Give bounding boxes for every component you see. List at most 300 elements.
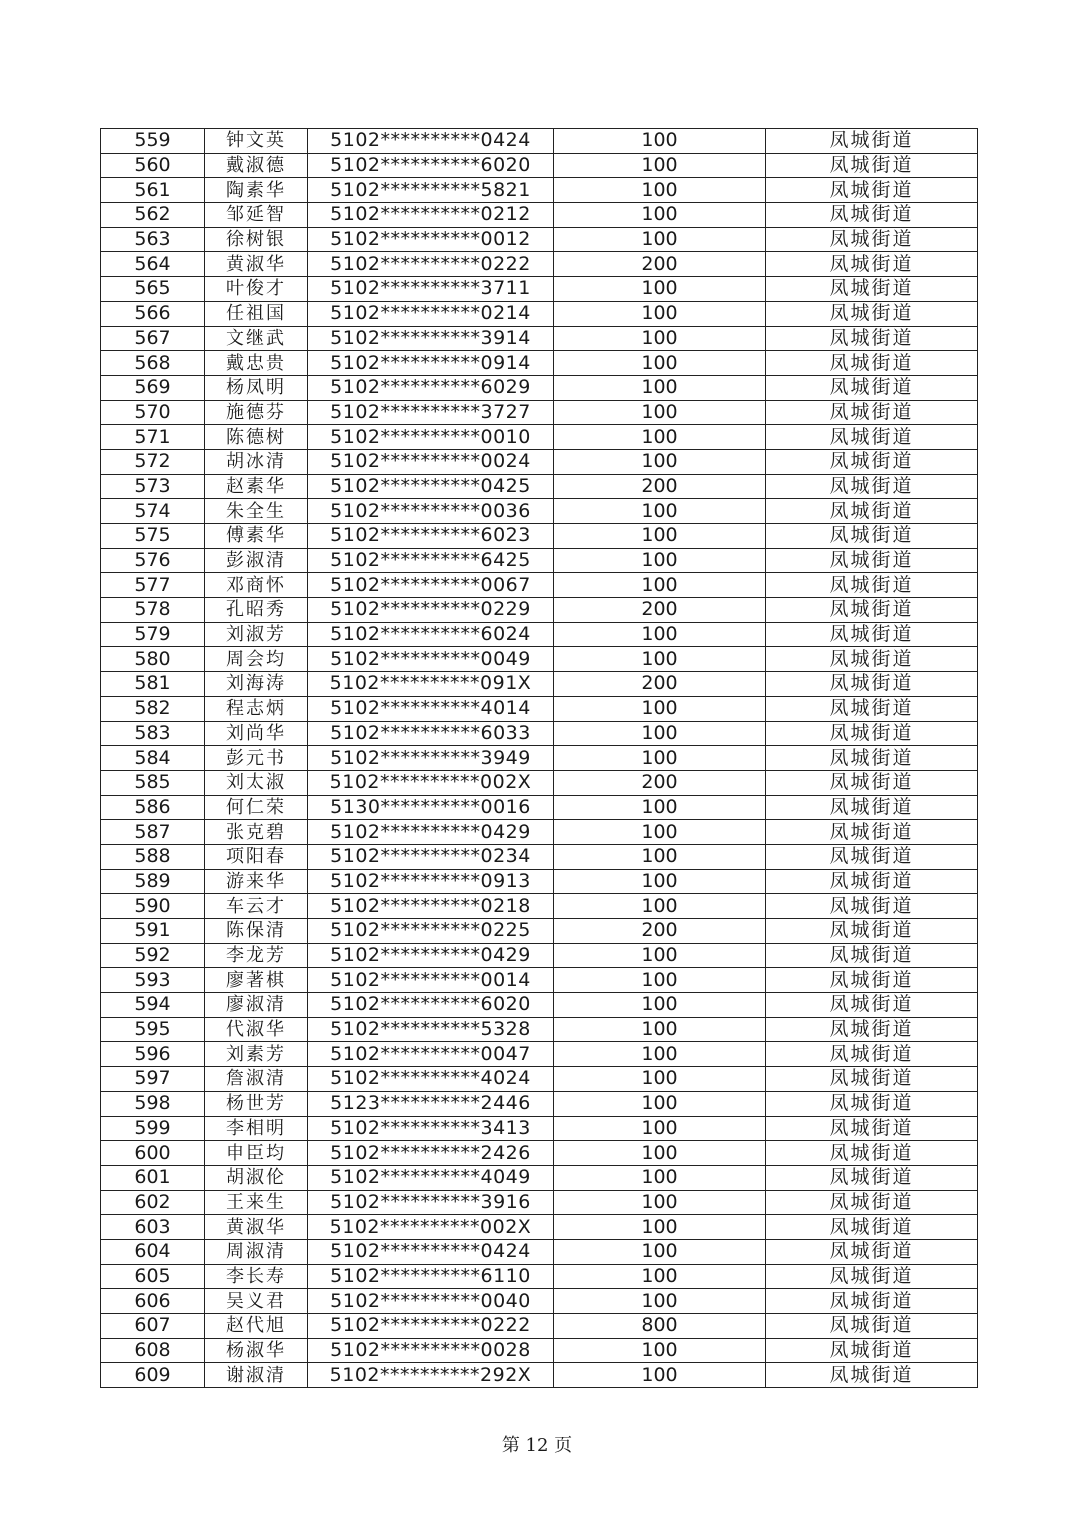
cell-name: 黄淑华 [205,252,308,277]
cell-name: 詹淑清 [205,1067,308,1092]
cell-subdistrict: 凤城街道 [766,548,978,573]
cell-amount: 100 [554,227,766,252]
cell-id-number: 5102**********292X [308,1363,554,1388]
cell-amount: 100 [554,869,766,894]
cell-name: 李长寿 [205,1264,308,1289]
cell-serial-number: 590 [101,894,205,919]
cell-subdistrict: 凤城街道 [766,1165,978,1190]
cell-id-number: 5102**********6024 [308,622,554,647]
cell-subdistrict: 凤城街道 [766,1067,978,1092]
cell-amount: 100 [554,548,766,573]
cell-serial-number: 584 [101,746,205,771]
table-row [101,968,978,993]
page-number: 第 12 页 [501,1435,573,1456]
table-row [101,573,978,598]
cell-id-number: 5102**********3949 [308,746,554,771]
cell-serial-number: 573 [101,474,205,499]
cell-subdistrict: 凤城街道 [766,1338,978,1363]
cell-id-number: 5102**********3711 [308,277,554,302]
cell-name: 施德芬 [205,400,308,425]
cell-subdistrict: 凤城街道 [766,351,978,376]
cell-id-number: 5102**********0036 [308,499,554,524]
cell-subdistrict: 凤城街道 [766,1264,978,1289]
cell-id-number: 5102**********3914 [308,326,554,351]
table-row [101,1067,978,1092]
cell-serial-number: 578 [101,598,205,623]
cell-subdistrict: 凤城街道 [766,598,978,623]
cell-name: 赵素华 [205,474,308,499]
table-row [101,326,978,351]
cell-serial-number: 562 [101,203,205,228]
cell-name: 廖著棋 [205,968,308,993]
cell-amount: 100 [554,400,766,425]
cell-amount: 200 [554,919,766,944]
table-row [101,524,978,549]
table-row [101,499,978,524]
table-row [101,203,978,228]
cell-serial-number: 595 [101,1017,205,1042]
table-row [101,746,978,771]
cell-amount: 200 [554,474,766,499]
cell-amount: 100 [554,1067,766,1092]
cell-subdistrict: 凤城街道 [766,672,978,697]
table-row [101,277,978,302]
cell-serial-number: 572 [101,449,205,474]
cell-subdistrict: 凤城街道 [766,277,978,302]
cell-serial-number: 587 [101,820,205,845]
cell-serial-number: 582 [101,696,205,721]
table-row [101,795,978,820]
cell-id-number: 5102**********0429 [308,943,554,968]
cell-id-number: 5102**********0218 [308,894,554,919]
cell-subdistrict: 凤城街道 [766,1116,978,1141]
cell-amount: 100 [554,153,766,178]
cell-id-number: 5102**********0222 [308,1314,554,1339]
cell-id-number: 5102**********0424 [308,1239,554,1264]
cell-subdistrict: 凤城街道 [766,1141,978,1166]
cell-serial-number: 566 [101,301,205,326]
cell-name: 吴义君 [205,1289,308,1314]
cell-name: 胡淑伦 [205,1165,308,1190]
cell-id-number: 5102**********5328 [308,1017,554,1042]
table-row [101,1165,978,1190]
cell-id-number: 5102**********0914 [308,351,554,376]
cell-name: 陈保清 [205,919,308,944]
cell-name: 戴忠贵 [205,351,308,376]
cell-amount: 100 [554,795,766,820]
cell-subdistrict: 凤城街道 [766,449,978,474]
table-row [101,1264,978,1289]
cell-name: 游来华 [205,869,308,894]
cell-amount: 100 [554,573,766,598]
cell-subdistrict: 凤城街道 [766,573,978,598]
cell-amount: 100 [554,993,766,1018]
table-row [101,1215,978,1240]
cell-name: 刘淑芳 [205,622,308,647]
roster-table-body [101,129,978,1388]
cell-name: 刘尚华 [205,721,308,746]
cell-subdistrict: 凤城街道 [766,1042,978,1067]
cell-id-number: 5102**********0040 [308,1289,554,1314]
cell-name: 谢淑清 [205,1363,308,1388]
cell-serial-number: 598 [101,1091,205,1116]
cell-id-number: 5102**********0214 [308,301,554,326]
cell-id-number: 5102**********6425 [308,548,554,573]
cell-name: 陶素华 [205,178,308,203]
cell-serial-number: 574 [101,499,205,524]
cell-amount: 100 [554,1165,766,1190]
cell-subdistrict: 凤城街道 [766,1239,978,1264]
cell-amount: 100 [554,968,766,993]
cell-subdistrict: 凤城街道 [766,178,978,203]
table-row [101,178,978,203]
table-row [101,1091,978,1116]
cell-id-number: 5102**********4049 [308,1165,554,1190]
cell-serial-number: 607 [101,1314,205,1339]
cell-amount: 100 [554,943,766,968]
cell-serial-number: 576 [101,548,205,573]
cell-amount: 200 [554,598,766,623]
cell-subdistrict: 凤城街道 [766,1215,978,1240]
cell-serial-number: 568 [101,351,205,376]
cell-name: 陈德树 [205,425,308,450]
cell-subdistrict: 凤城街道 [766,301,978,326]
cell-id-number: 5102**********4014 [308,696,554,721]
cell-amount: 100 [554,1363,766,1388]
cell-amount: 200 [554,252,766,277]
cell-amount: 100 [554,449,766,474]
cell-subdistrict: 凤城街道 [766,129,978,154]
cell-serial-number: 580 [101,647,205,672]
cell-id-number: 5102**********0049 [308,647,554,672]
cell-subdistrict: 凤城街道 [766,820,978,845]
cell-name: 邓商怀 [205,573,308,598]
cell-serial-number: 588 [101,844,205,869]
cell-serial-number: 560 [101,153,205,178]
cell-amount: 100 [554,425,766,450]
cell-id-number: 5102**********5821 [308,178,554,203]
cell-serial-number: 571 [101,425,205,450]
table-row [101,993,978,1018]
cell-subdistrict: 凤城街道 [766,993,978,1018]
roster-table [100,128,978,1388]
cell-id-number: 5102**********0024 [308,449,554,474]
table-row [101,474,978,499]
cell-name: 黄淑华 [205,1215,308,1240]
cell-amount: 100 [554,1215,766,1240]
cell-amount: 100 [554,844,766,869]
cell-subdistrict: 凤城街道 [766,721,978,746]
cell-amount: 100 [554,746,766,771]
table-row [101,943,978,968]
cell-amount: 100 [554,647,766,672]
cell-name: 朱全生 [205,499,308,524]
cell-serial-number: 596 [101,1042,205,1067]
cell-subdistrict: 凤城街道 [766,252,978,277]
table-row [101,1239,978,1264]
table-row [101,622,978,647]
cell-amount: 100 [554,375,766,400]
cell-serial-number: 609 [101,1363,205,1388]
cell-serial-number: 585 [101,770,205,795]
cell-subdistrict: 凤城街道 [766,499,978,524]
cell-subdistrict: 凤城街道 [766,1363,978,1388]
cell-amount: 100 [554,721,766,746]
cell-id-number: 5102**********0229 [308,598,554,623]
cell-serial-number: 606 [101,1289,205,1314]
cell-amount: 200 [554,770,766,795]
table-row [101,1289,978,1314]
cell-amount: 100 [554,178,766,203]
cell-subdistrict: 凤城街道 [766,795,978,820]
cell-serial-number: 581 [101,672,205,697]
cell-amount: 100 [554,1141,766,1166]
cell-subdistrict: 凤城街道 [766,1190,978,1215]
cell-id-number: 5102**********6029 [308,375,554,400]
cell-serial-number: 602 [101,1190,205,1215]
cell-name: 项阳春 [205,844,308,869]
cell-id-number: 5102**********0047 [308,1042,554,1067]
table-row [101,820,978,845]
cell-name: 胡冰清 [205,449,308,474]
cell-subdistrict: 凤城街道 [766,203,978,228]
cell-name: 文继武 [205,326,308,351]
cell-amount: 100 [554,696,766,721]
cell-subdistrict: 凤城街道 [766,968,978,993]
cell-name: 刘海涛 [205,672,308,697]
cell-id-number: 5102**********6110 [308,1264,554,1289]
cell-name: 李龙芳 [205,943,308,968]
cell-amount: 100 [554,1264,766,1289]
cell-amount: 200 [554,672,766,697]
table-row [101,1141,978,1166]
cell-name: 徐树银 [205,227,308,252]
cell-id-number: 5102**********0225 [308,919,554,944]
cell-subdistrict: 凤城街道 [766,474,978,499]
cell-id-number: 5102**********0012 [308,227,554,252]
cell-amount: 100 [554,277,766,302]
cell-serial-number: 565 [101,277,205,302]
cell-name: 张克碧 [205,820,308,845]
cell-id-number: 5102**********3727 [308,400,554,425]
cell-id-number: 5102**********0028 [308,1338,554,1363]
table-row [101,1116,978,1141]
cell-subdistrict: 凤城街道 [766,869,978,894]
cell-id-number: 5102**********6023 [308,524,554,549]
cell-amount: 100 [554,1289,766,1314]
table-row [101,1338,978,1363]
table-row [101,696,978,721]
cell-amount: 100 [554,1190,766,1215]
cell-serial-number: 589 [101,869,205,894]
cell-name: 戴淑德 [205,153,308,178]
table-row [101,770,978,795]
cell-subdistrict: 凤城街道 [766,375,978,400]
cell-amount: 100 [554,820,766,845]
cell-name: 彭淑清 [205,548,308,573]
cell-amount: 100 [554,203,766,228]
cell-amount: 100 [554,1091,766,1116]
cell-subdistrict: 凤城街道 [766,746,978,771]
cell-name: 程志炳 [205,696,308,721]
cell-id-number: 5102**********6020 [308,153,554,178]
cell-amount: 800 [554,1314,766,1339]
cell-amount: 100 [554,129,766,154]
cell-id-number: 5102**********0212 [308,203,554,228]
cell-subdistrict: 凤城街道 [766,696,978,721]
cell-subdistrict: 凤城街道 [766,770,978,795]
cell-id-number: 5102**********0913 [308,869,554,894]
cell-serial-number: 592 [101,943,205,968]
cell-amount: 100 [554,622,766,647]
cell-subdistrict: 凤城街道 [766,844,978,869]
cell-subdistrict: 凤城街道 [766,524,978,549]
cell-name: 周会均 [205,647,308,672]
table-row [101,153,978,178]
cell-serial-number: 591 [101,919,205,944]
cell-name: 李相明 [205,1116,308,1141]
cell-subdistrict: 凤城街道 [766,1289,978,1314]
cell-id-number: 5102**********091X [308,672,554,697]
cell-amount: 100 [554,1338,766,1363]
cell-amount: 100 [554,351,766,376]
table-row [101,351,978,376]
cell-id-number: 5102**********0424 [308,129,554,154]
table-row [101,894,978,919]
table-row [101,1363,978,1388]
cell-name: 彭元书 [205,746,308,771]
cell-amount: 100 [554,1042,766,1067]
cell-serial-number: 600 [101,1141,205,1166]
cell-name: 杨世芳 [205,1091,308,1116]
cell-serial-number: 577 [101,573,205,598]
cell-serial-number: 593 [101,968,205,993]
cell-id-number: 5123**********2446 [308,1091,554,1116]
cell-id-number: 5102**********0067 [308,573,554,598]
cell-id-number: 5102**********6033 [308,721,554,746]
cell-name: 廖淑清 [205,993,308,1018]
cell-amount: 100 [554,326,766,351]
table-row [101,548,978,573]
table-row [101,844,978,869]
cell-subdistrict: 凤城街道 [766,622,978,647]
table-row [101,598,978,623]
table-row [101,400,978,425]
cell-serial-number: 601 [101,1165,205,1190]
table-row [101,721,978,746]
table-row [101,375,978,400]
cell-subdistrict: 凤城街道 [766,153,978,178]
cell-serial-number: 569 [101,375,205,400]
cell-id-number: 5102**********002X [308,770,554,795]
cell-serial-number: 561 [101,178,205,203]
cell-id-number: 5102**********0014 [308,968,554,993]
cell-name: 刘太淑 [205,770,308,795]
table-row [101,1190,978,1215]
cell-serial-number: 599 [101,1116,205,1141]
cell-serial-number: 564 [101,252,205,277]
cell-serial-number: 579 [101,622,205,647]
table-row [101,227,978,252]
cell-id-number: 5102**********4024 [308,1067,554,1092]
cell-amount: 100 [554,894,766,919]
cell-name: 杨凤明 [205,375,308,400]
cell-subdistrict: 凤城街道 [766,1314,978,1339]
table-row [101,1314,978,1339]
cell-name: 邹延智 [205,203,308,228]
cell-name: 车云才 [205,894,308,919]
cell-serial-number: 559 [101,129,205,154]
cell-subdistrict: 凤城街道 [766,943,978,968]
cell-subdistrict: 凤城街道 [766,400,978,425]
cell-subdistrict: 凤城街道 [766,227,978,252]
cell-name: 刘素芳 [205,1042,308,1067]
cell-subdistrict: 凤城街道 [766,919,978,944]
table-row [101,129,978,154]
cell-serial-number: 583 [101,721,205,746]
cell-id-number: 5102**********3413 [308,1116,554,1141]
cell-amount: 100 [554,1116,766,1141]
cell-id-number: 5102**********2426 [308,1141,554,1166]
table-row [101,1042,978,1067]
cell-name: 杨淑华 [205,1338,308,1363]
cell-name: 申臣均 [205,1141,308,1166]
cell-amount: 100 [554,524,766,549]
cell-subdistrict: 凤城街道 [766,1091,978,1116]
table-row [101,425,978,450]
cell-subdistrict: 凤城街道 [766,326,978,351]
cell-serial-number: 604 [101,1239,205,1264]
table-row [101,919,978,944]
cell-name: 叶俊才 [205,277,308,302]
table-row [101,672,978,697]
cell-serial-number: 567 [101,326,205,351]
cell-name: 何仁荣 [205,795,308,820]
table-row [101,252,978,277]
cell-subdistrict: 凤城街道 [766,647,978,672]
cell-id-number: 5102**********0222 [308,252,554,277]
cell-subdistrict: 凤城街道 [766,425,978,450]
cell-serial-number: 570 [101,400,205,425]
cell-id-number: 5102**********3916 [308,1190,554,1215]
cell-name: 王来生 [205,1190,308,1215]
cell-amount: 100 [554,1239,766,1264]
cell-name: 钟文英 [205,129,308,154]
cell-name: 周淑清 [205,1239,308,1264]
table-row [101,647,978,672]
cell-name: 任祖国 [205,301,308,326]
cell-amount: 100 [554,301,766,326]
cell-amount: 100 [554,499,766,524]
table-row [101,869,978,894]
cell-name: 孔昭秀 [205,598,308,623]
cell-serial-number: 608 [101,1338,205,1363]
table-row [101,301,978,326]
cell-subdistrict: 凤城街道 [766,1017,978,1042]
table-row [101,1017,978,1042]
cell-name: 傅素华 [205,524,308,549]
cell-id-number: 5102**********0010 [308,425,554,450]
cell-serial-number: 594 [101,993,205,1018]
cell-serial-number: 597 [101,1067,205,1092]
cell-serial-number: 603 [101,1215,205,1240]
cell-id-number: 5102**********6020 [308,993,554,1018]
cell-id-number: 5102**********002X [308,1215,554,1240]
table-row [101,449,978,474]
cell-id-number: 5102**********0429 [308,820,554,845]
cell-serial-number: 605 [101,1264,205,1289]
cell-serial-number: 586 [101,795,205,820]
